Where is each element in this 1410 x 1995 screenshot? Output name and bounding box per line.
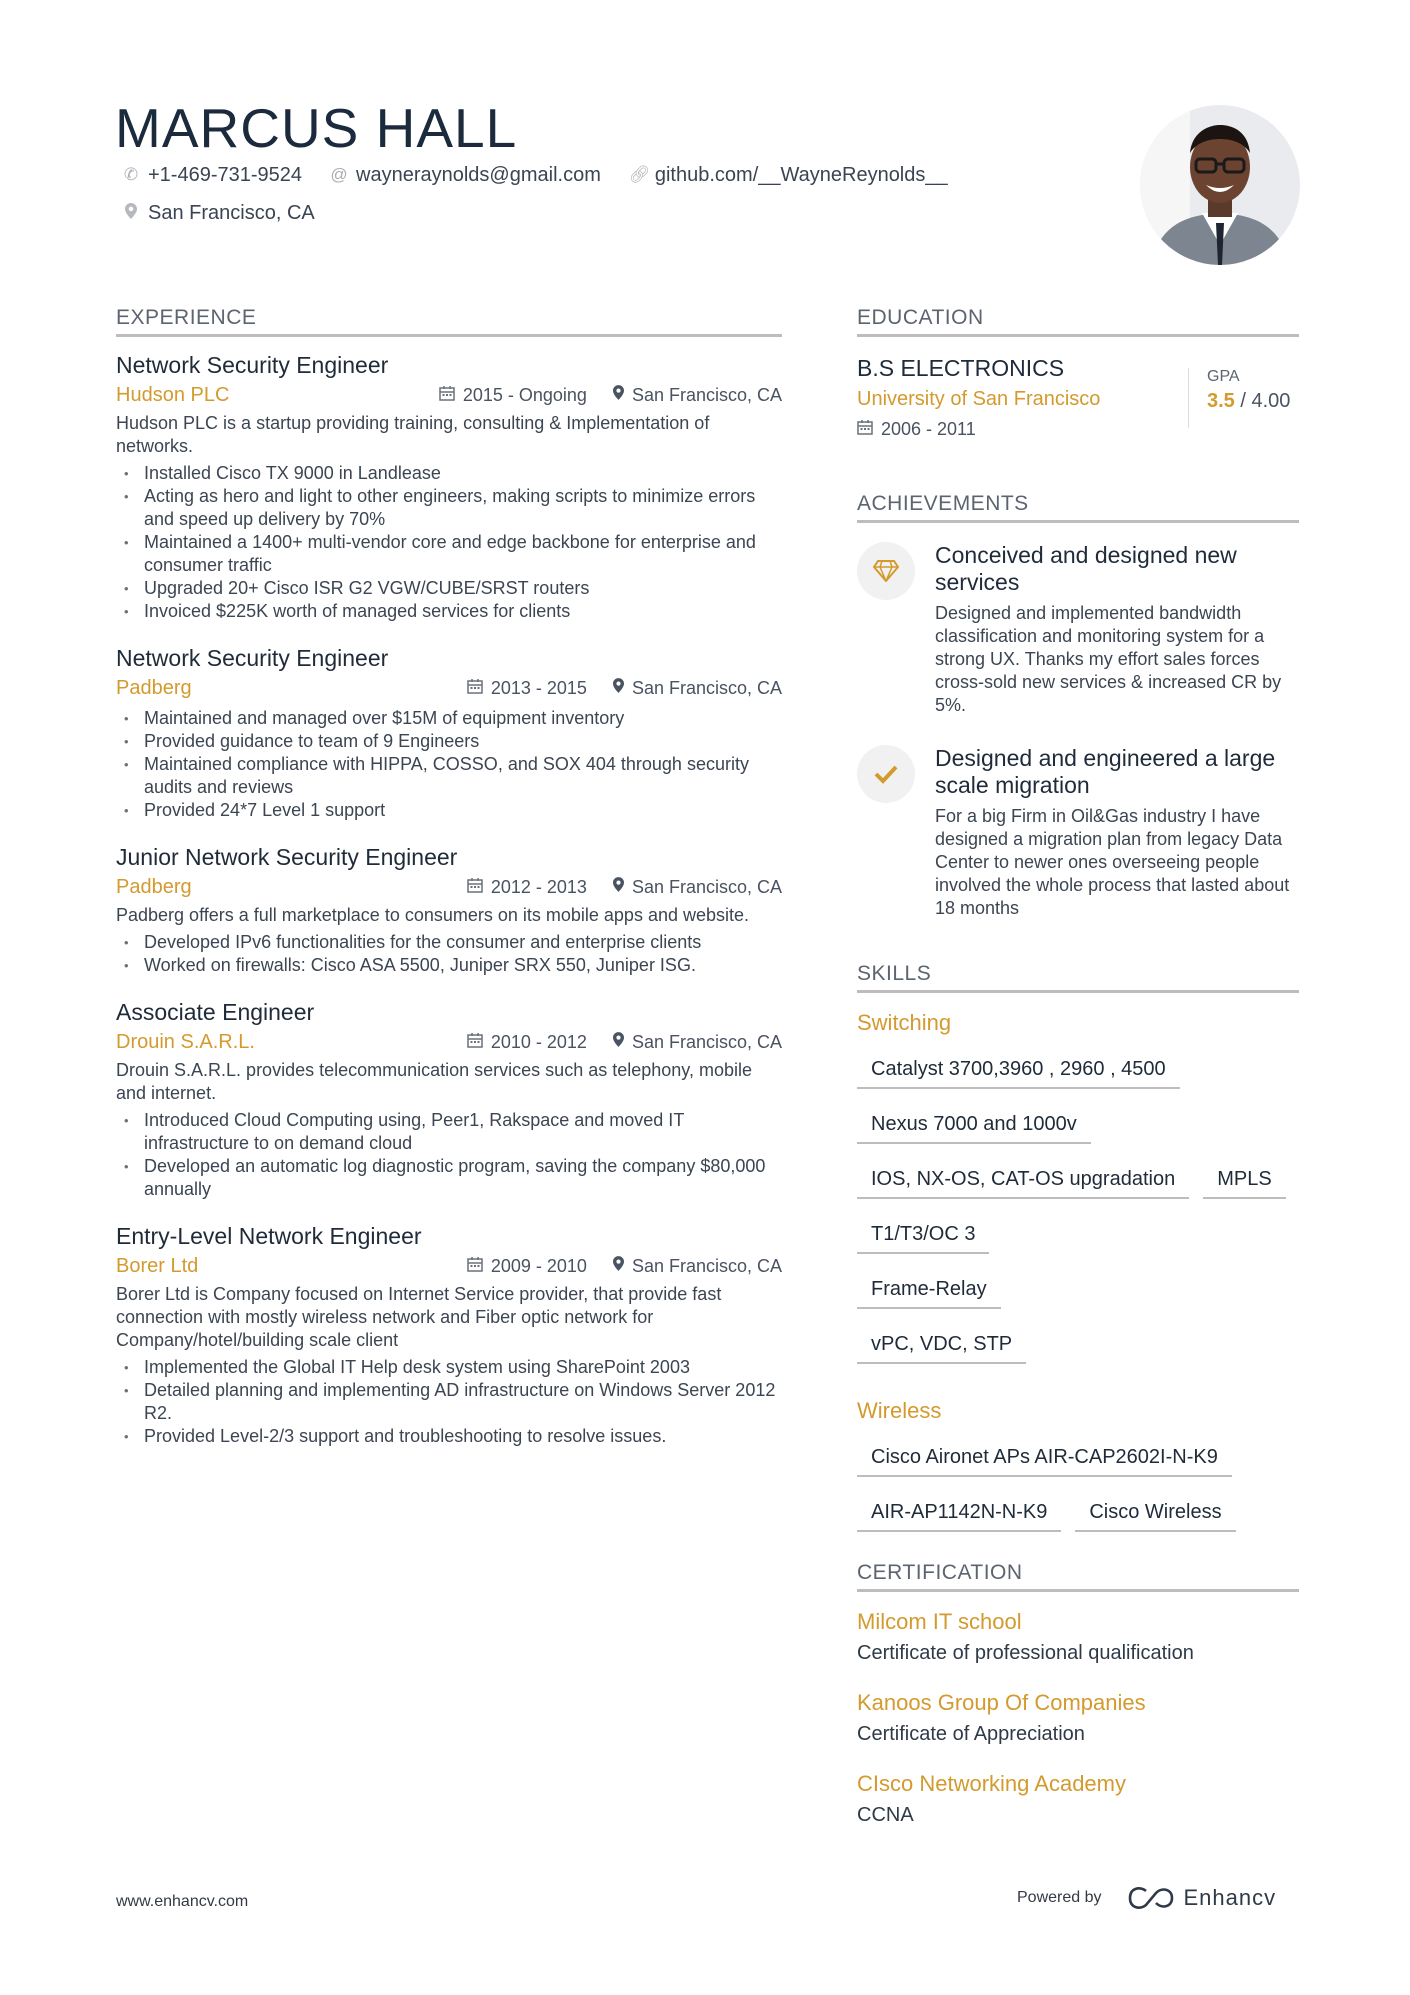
location-pin-icon [613,1032,624,1052]
job-description: Hudson PLC is a startup providing training, consulting & Implementation of networks. [116,413,710,456]
contact-phone [122,164,302,187]
profile-photo [1140,105,1300,265]
contact-email[interactable] [330,164,601,187]
job-description: Padberg offers a full marketplace to consumers on its mobile apps and website. [116,905,750,925]
skill-tags [857,1050,1299,1380]
job-company: Borer Ltd [116,1254,199,1277]
job-meta [116,872,782,902]
achievement-item [857,542,1299,717]
skill-tag: Frame-Relay [857,1270,1001,1309]
link-icon: 🔗︎ [628,165,651,184]
job-bullet: • Maintained and managed over $15M of equipment inventory [120,707,782,730]
location-pin-icon [613,678,624,698]
job-bullet: • Developed IPv6 functionalities for the consumer and enterprise clients [120,931,782,954]
footer-powered [1017,1885,1276,1911]
brand-name: Enhancv [1183,1885,1277,1910]
skill-group-switching [857,1010,1299,1380]
job-date-text: 2013 - 2015 [490,677,587,698]
skill-tag: vPC, VDC, STP [857,1325,1026,1364]
gpa-label: GPA [1207,368,1240,385]
job-bullet: • Maintained a 1400+ multi-vendor core and edge backbone for enterprise and consumer traffic [120,531,782,577]
job-title: Associate Engineer [116,999,315,1025]
skill-tag: MPLS [1203,1160,1285,1199]
contact-location [122,202,315,225]
certification-item [857,1770,1299,1827]
job-bullets [116,462,782,623]
location-pin-icon [613,1256,624,1276]
footer-website[interactable]: www.enhancv.com [116,1893,249,1910]
calendar-icon [467,1032,483,1053]
phone-icon: ✆ [123,165,139,184]
certification-rule [857,1589,1299,1592]
calendar-icon [467,877,483,898]
experience-entry [116,643,782,822]
calendar-icon [857,419,873,440]
gpa-max: / 4.00 [1240,390,1291,412]
diamond-icon [857,542,915,600]
experience-section-title: EXPERIENCE [116,306,257,329]
skill-tag: T1/T3/OC 3 [857,1215,989,1254]
contact-info [122,160,982,236]
job-location-text: San Francisco, CA [631,677,782,698]
job-meta [116,1027,782,1057]
job-bullet: • Upgraded 20+ Cisco ISR G2 VGW/CUBE/SRST routers [120,577,782,600]
job-meta [116,380,782,410]
gpa-block [1188,368,1290,428]
job-bullet: • Maintained compliance with HIPPA, COSSO, and SOX 404 through security audits and reviews [120,753,782,799]
email-text[interactable]: wayneraynolds@gmail.com [356,163,601,186]
github-text[interactable]: github.com/__WayneReynolds__ [654,163,948,186]
skill-group-title: Switching [857,1010,952,1035]
skill-group-wireless [857,1398,1299,1548]
certification-description: Certificate of professional qualification [857,1642,1194,1664]
gpa-score: 3.5 [1207,390,1235,412]
at-icon: @ [330,165,348,184]
calendar-icon [439,385,455,406]
phone-text: +1-469-731-9524 [148,163,303,186]
job-title: Entry-Level Network Engineer [116,1223,422,1249]
job-location-text: San Francisco, CA [631,876,782,897]
skills-section-title: SKILLS [857,962,932,985]
job-date [467,1256,587,1277]
enhancv-logo[interactable] [1128,1885,1277,1911]
job-company: Padberg [116,875,192,898]
education-degree: B.S ELECTRONICS [857,355,1065,381]
job-date [439,385,587,406]
job-date [467,877,587,898]
education-rule [857,334,1299,337]
checkmark-icon [857,745,915,803]
job-location [613,678,782,699]
experience-entry [116,1221,782,1448]
location-pin-icon [613,385,624,405]
job-location-text: San Francisco, CA [631,384,782,405]
job-title: Network Security Engineer [116,352,389,378]
job-title: Junior Network Security Engineer [116,844,458,870]
achievement-title: Designed and engineered a large scale migration [935,745,1276,798]
experience-entry [116,842,782,977]
skill-tag: Catalyst 3700,3960 , 2960 , 4500 [857,1050,1180,1089]
certification-section-title: CERTIFICATION [857,1561,1023,1584]
certification-item [857,1689,1299,1746]
skill-tag: Cisco Aironet APs AIR-CAP2602I-N-K9 [857,1438,1232,1477]
skill-group-title: Wireless [857,1398,942,1423]
job-title: Network Security Engineer [116,645,389,671]
gpa-value [1207,390,1290,413]
achievement-item [857,745,1299,920]
job-bullet: • Installed Cisco TX 9000 in Landlease [120,462,782,485]
achievement-description: For a big Firm in Oil&Gas industry I have designed a migration plan from legacy Data Center to newer ones overseeing people involved the whole process that lasted about 18 months [935,806,1290,918]
certification-name: CIsco Networking Academy [857,1771,1126,1796]
education-school: University of San Francisco [857,388,1101,410]
certification-description: CCNA [857,1804,914,1826]
skills-rule [857,990,1299,993]
enhancv-logo-icon [1128,1886,1174,1910]
achievements-rule [857,520,1299,523]
skill-tag: Cisco Wireless [1075,1493,1235,1532]
job-bullet: • Developed an automatic log diagnostic program, saving the company $80,000 annually [120,1155,782,1201]
job-description: Borer Ltd is Company focused on Internet Service provider, that provide fast connection with mostly wireless network and Fiber optic network for Company/hotel/building scale client [116,1284,722,1350]
achievement-description: Designed and implemented bandwidth classification and monitoring system for a strong UX. Thanks my effort sales forces cross-sold new services & increased CR by 5%. [935,603,1282,715]
job-description: Drouin S.A.R.L. provides telecommunication services such as telephony, mobile and internet. [116,1060,752,1103]
job-bullet: • Acting as hero and light to other engineers, making scripts to minimize errors and speed up delivery by 70% [120,485,782,531]
skill-tag: AIR-AP1142N-N-K9 [857,1493,1061,1532]
job-bullets [116,931,782,977]
job-date-text: 2010 - 2012 [490,1031,587,1052]
job-location [613,385,782,406]
experience-list [116,350,782,1468]
certification-item [857,1608,1299,1665]
job-bullet: • Invoiced $225K worth of managed services for clients [120,600,782,623]
job-location [613,877,782,898]
certification-description: Certificate of Appreciation [857,1723,1085,1745]
job-bullet: • Provided Level-2/3 support and troubleshooting to resolve issues. [120,1425,782,1448]
job-meta [116,673,782,703]
job-bullets [116,707,782,822]
job-meta [116,1251,782,1281]
job-bullet: • Implemented the Global IT Help desk system using SharePoint 2003 [120,1356,782,1379]
job-location-text: San Francisco, CA [631,1255,782,1276]
certification-name: Kanoos Group Of Companies [857,1690,1146,1715]
calendar-icon [467,1256,483,1277]
job-date-text: 2012 - 2013 [490,876,587,897]
certification-name: Milcom IT school [857,1609,1022,1634]
job-company: Padberg [116,676,192,699]
skills-list [857,1010,1299,1548]
education-date-text: 2006 - 2011 [881,419,976,439]
job-bullet: • Provided guidance to team of 9 Engineers [120,730,782,753]
job-company: Drouin S.A.R.L. [116,1030,255,1053]
skill-tags [857,1438,1299,1548]
job-company: Hudson PLC [116,383,230,406]
job-date-text: 2009 - 2010 [490,1255,587,1276]
job-date-text: 2015 - Ongoing [462,384,587,405]
job-bullets [116,1356,782,1448]
experience-rule [116,334,782,337]
job-date [467,678,587,699]
location-pin-icon [122,203,140,224]
location-text: San Francisco, CA [148,201,315,224]
achievements-list [857,542,1299,948]
job-date [467,1032,587,1053]
location-pin-icon [613,877,624,897]
certification-list [857,1608,1299,1851]
education-section-title: EDUCATION [857,306,984,329]
achievement-title: Conceived and designed new services [935,542,1237,595]
candidate-name: MARCUS HALL [115,97,518,159]
job-bullets [116,1109,782,1201]
job-bullet: • Detailed planning and implementing AD infrastructure on Windows Server 2012 R2. [120,1379,782,1425]
experience-entry [116,350,782,623]
achievements-section-title: ACHIEVEMENTS [857,492,1029,515]
job-bullet: • Introduced Cloud Computing using, Peer1, Rakspace and moved IT infrastructure to on demand cloud [120,1109,782,1155]
calendar-icon [467,678,483,699]
skill-tag: Nexus 7000 and 1000v [857,1105,1091,1144]
contact-github[interactable] [629,164,948,187]
job-location [613,1032,782,1053]
skill-tag: IOS, NX-OS, CAT-OS upgradation [857,1160,1189,1199]
job-location-text: San Francisco, CA [631,1031,782,1052]
powered-by-text: Powered by [1017,1889,1102,1906]
job-bullet: • Worked on firewalls: Cisco ASA 5500, Juniper SRX 550, Juniper ISG. [120,954,782,977]
experience-entry [116,997,782,1201]
job-location [613,1256,782,1277]
job-bullet: • Provided 24*7 Level 1 support [120,799,782,822]
